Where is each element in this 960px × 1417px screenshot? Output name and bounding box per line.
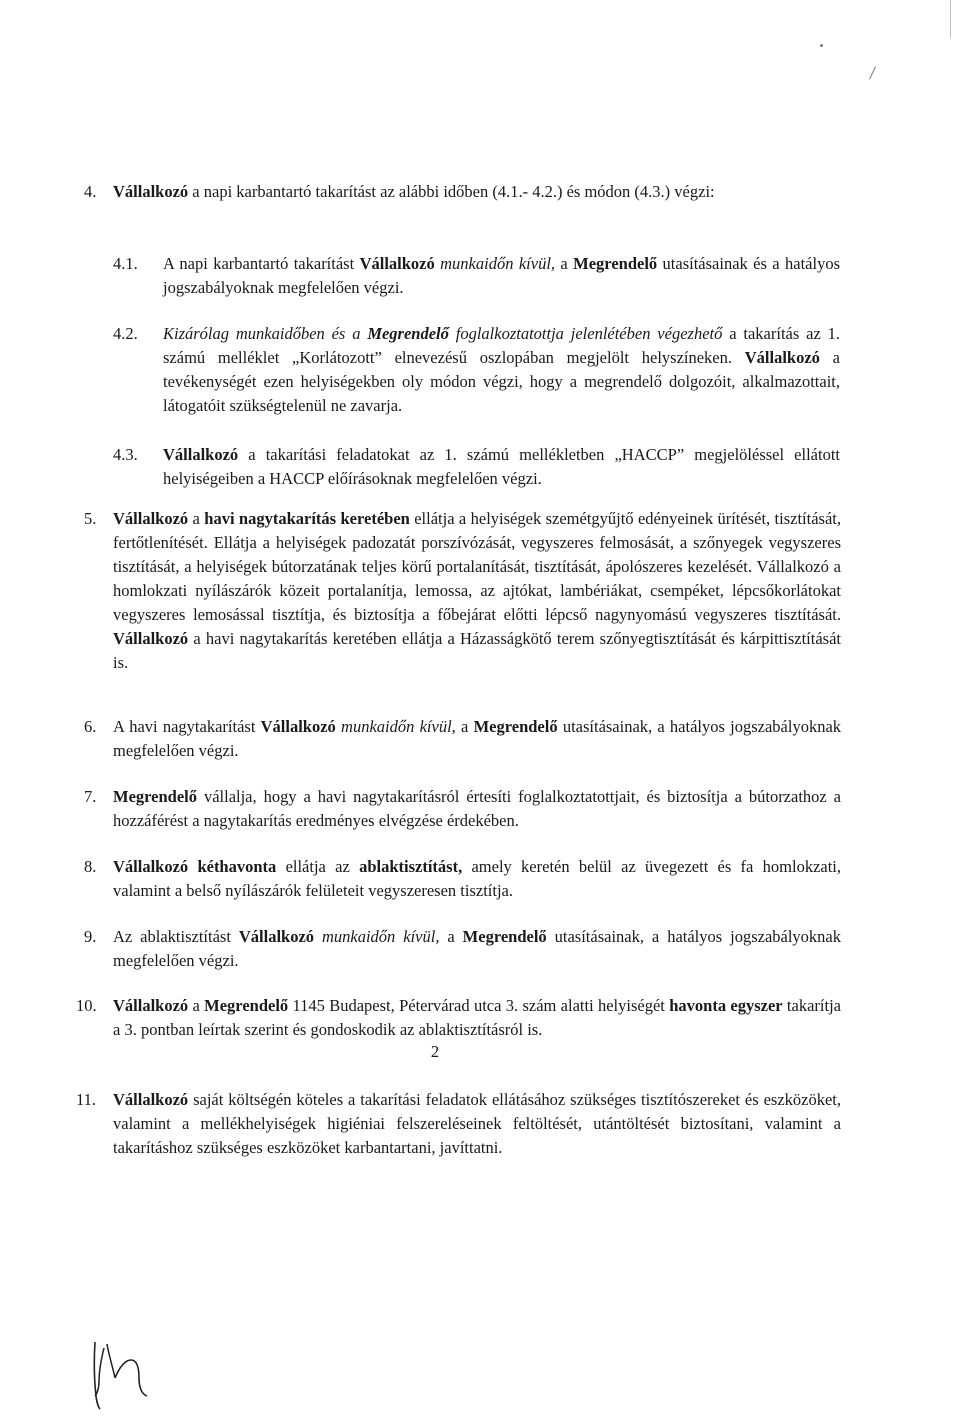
page-number: 2 bbox=[430, 1042, 440, 1061]
section-5-number: 5. bbox=[84, 509, 97, 528]
section-9-number: 9. bbox=[84, 927, 97, 946]
section-8-number: 8. bbox=[84, 857, 97, 876]
section-10-number: 10. bbox=[76, 996, 97, 1015]
section-4-2-text: Kizárólag munkaidőben és a Megrendelő foglalkoztatottja jelenlétében végezhető a takarítás az 1. számú melléklet „Korlátozott” elnevezésű oszlopában megjelölt helyszíneken. Vállalkozó a tevékenységét ezen helyiségekben oly módon végzi, hogy a megrendelő dolgozóit, alkalmazottait, látogatóit szükségtelenül ne zavarja. bbox=[163, 324, 840, 415]
section-4-3-number: 4.3. bbox=[113, 445, 138, 464]
section-7-text: Megrendelő vállalja, hogy a havi nagytakarításról értesíti foglalkoztatottjait, és biztosítja a bútorzathoz a hozzáférést a nagytakarítás eredményes elvégzése érdekében. bbox=[113, 787, 841, 830]
section-4-2-number: 4.2. bbox=[113, 324, 138, 343]
section-4-text: Vállalkozó a napi karbantartó takarítást az alábbi időben (4.1.- 4.2.) és módon (4.3.) végzi: bbox=[113, 182, 715, 201]
scan-speck bbox=[869, 66, 876, 79]
section-4-1-text: A napi karbantartó takarítást Vállalkozó munkaidőn kívül, a Megrendelő utasításainak és a hatályos jogszabályoknak megfelelően végzi. bbox=[163, 254, 841, 297]
section-6-text: A havi nagytakarítást Vállalkozó munkaidőn kívül, a Megrendelő utasításainak, a hatályos jogszabályoknak megfelelően végzi. bbox=[113, 717, 842, 760]
section-5-text: Vállalkozó a havi nagytakarítás keretében ellátja a helyiségek szemétgyűjtő edényeinek ürítését, tisztítását, fertőtlenítését. Ellátja a helyiségek padozatát porszívózását, vegyszeres felmosását, a szőnyegek vegyszeres tisztítását, a helyiségek bútorzatának teljes körű portalanítását, tisztítását, ápolószeres kezelését. Vállalkozó a homlokzati nyílászárók közeit portalanítja, lemossa, az ajtókat, lambériákat, csempéket, lépcsőkorlátokat vegyszeres lemosással tisztítja, és biztosítja a főbejárat előtti lépcső nagynyomású vegyszeres tisztítását. Vállalkozó a havi nagytakarítás keretében ellátja a Házasságkötő terem szőnyegtisztítását és kárpittisztítását is. bbox=[113, 509, 841, 672]
section-10-text: Vállalkozó a Megrendelő 1145 Budapest, Pétervárad utca 3. szám alatti helyiségét havonta egyszer takarítja a 3. pontban leírtak szerint és gondoskodik az ablaktisztításról is. bbox=[113, 996, 841, 1039]
section-8-text: Vállalkozó kéthavonta ellátja az ablaktisztítást, amely keretén belül az üvegezett és fa homlokzati, valamint a belső nyílászárók felületeit vegyszeresen tisztítja. bbox=[113, 857, 842, 900]
section-9-text: Az ablaktisztítást Vállalkozó munkaidőn kívül, a Megrendelő utasításainak, a hatályos jogszabályoknak megfelelően végzi. bbox=[113, 927, 842, 970]
section-7-number: 7. bbox=[84, 787, 97, 806]
signature-strokes bbox=[85, 1338, 155, 1410]
scan-speck bbox=[820, 44, 823, 47]
section-4-1-number: 4.1. bbox=[113, 254, 138, 273]
section-6-number: 6. bbox=[84, 717, 97, 736]
scan-edge-mark bbox=[950, 0, 954, 38]
section-4-number: 4. bbox=[84, 182, 97, 201]
handwritten-initials-icon bbox=[85, 1338, 155, 1417]
section-4-3-text: Vállalkozó a takarítási feladatokat az 1. számú mellékletben „HACCP” megjelöléssel ellátott helyiségeiben a HACCP előírásoknak megfelelően végzi. bbox=[163, 445, 840, 488]
section-11-number: 11. bbox=[76, 1090, 97, 1109]
section-11-text: Vállalkozó saját költségén köteles a takarítási feladatok ellátásához szükséges tisztítószereket és eszközöket, valamint a mellékhelyiségek higiéniai felszereléseinek feltöltését, utántöltését biztosítani, valamint a takarításhoz szükséges eszközöket karbantartani, javíttatni. bbox=[113, 1090, 841, 1157]
